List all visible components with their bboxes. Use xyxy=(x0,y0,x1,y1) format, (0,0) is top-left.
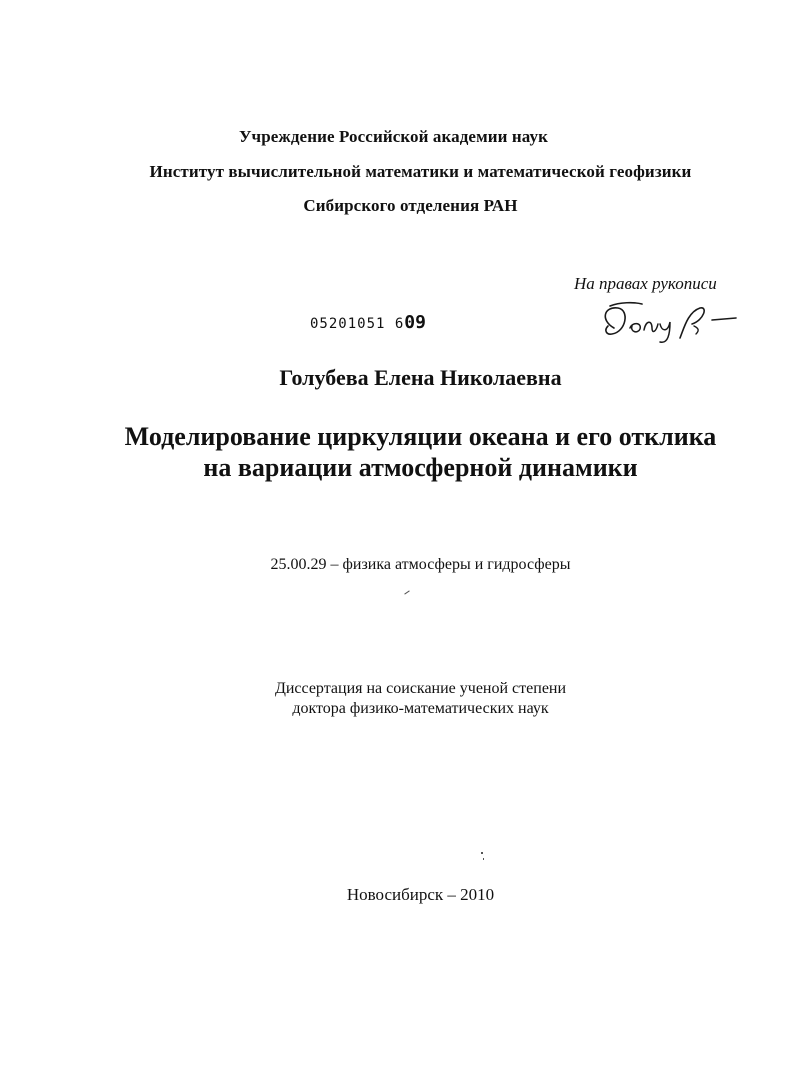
degree-line-1: Диссертация на соискание ученой степени xyxy=(274,680,567,697)
author-name: Голубева Елена Николаевна xyxy=(279,365,562,390)
dissertation-title-line-2: на вариации атмосферной динамики xyxy=(203,453,638,482)
handwritten-signature xyxy=(596,298,744,346)
institution-line-2: Институт вычислительной математики и математической геофизики xyxy=(149,162,692,181)
degree-line-2: доктора физико-математических наук xyxy=(292,700,549,717)
archive-number-suffix: 09 xyxy=(404,312,426,333)
scan-speck xyxy=(404,590,409,594)
city-year: Новосибирск – 2010 xyxy=(346,885,495,904)
institution-line-1: Учреждение Российской академии наук xyxy=(238,127,549,146)
dissertation-title-line-1: Моделирование циркуляции океана и его отклика xyxy=(124,422,717,451)
institution-line-3: Сибирского отделения РАН xyxy=(303,196,518,215)
archive-number xyxy=(310,312,426,333)
scan-speck xyxy=(481,852,483,854)
manuscript-rights-note: На правах рукописи xyxy=(574,274,717,293)
specialty-code: 25.00.29 – физика атмосферы и гидросферы xyxy=(270,556,571,573)
scan-speck xyxy=(483,858,484,860)
archive-number-main: 05201051 6 xyxy=(310,316,405,332)
